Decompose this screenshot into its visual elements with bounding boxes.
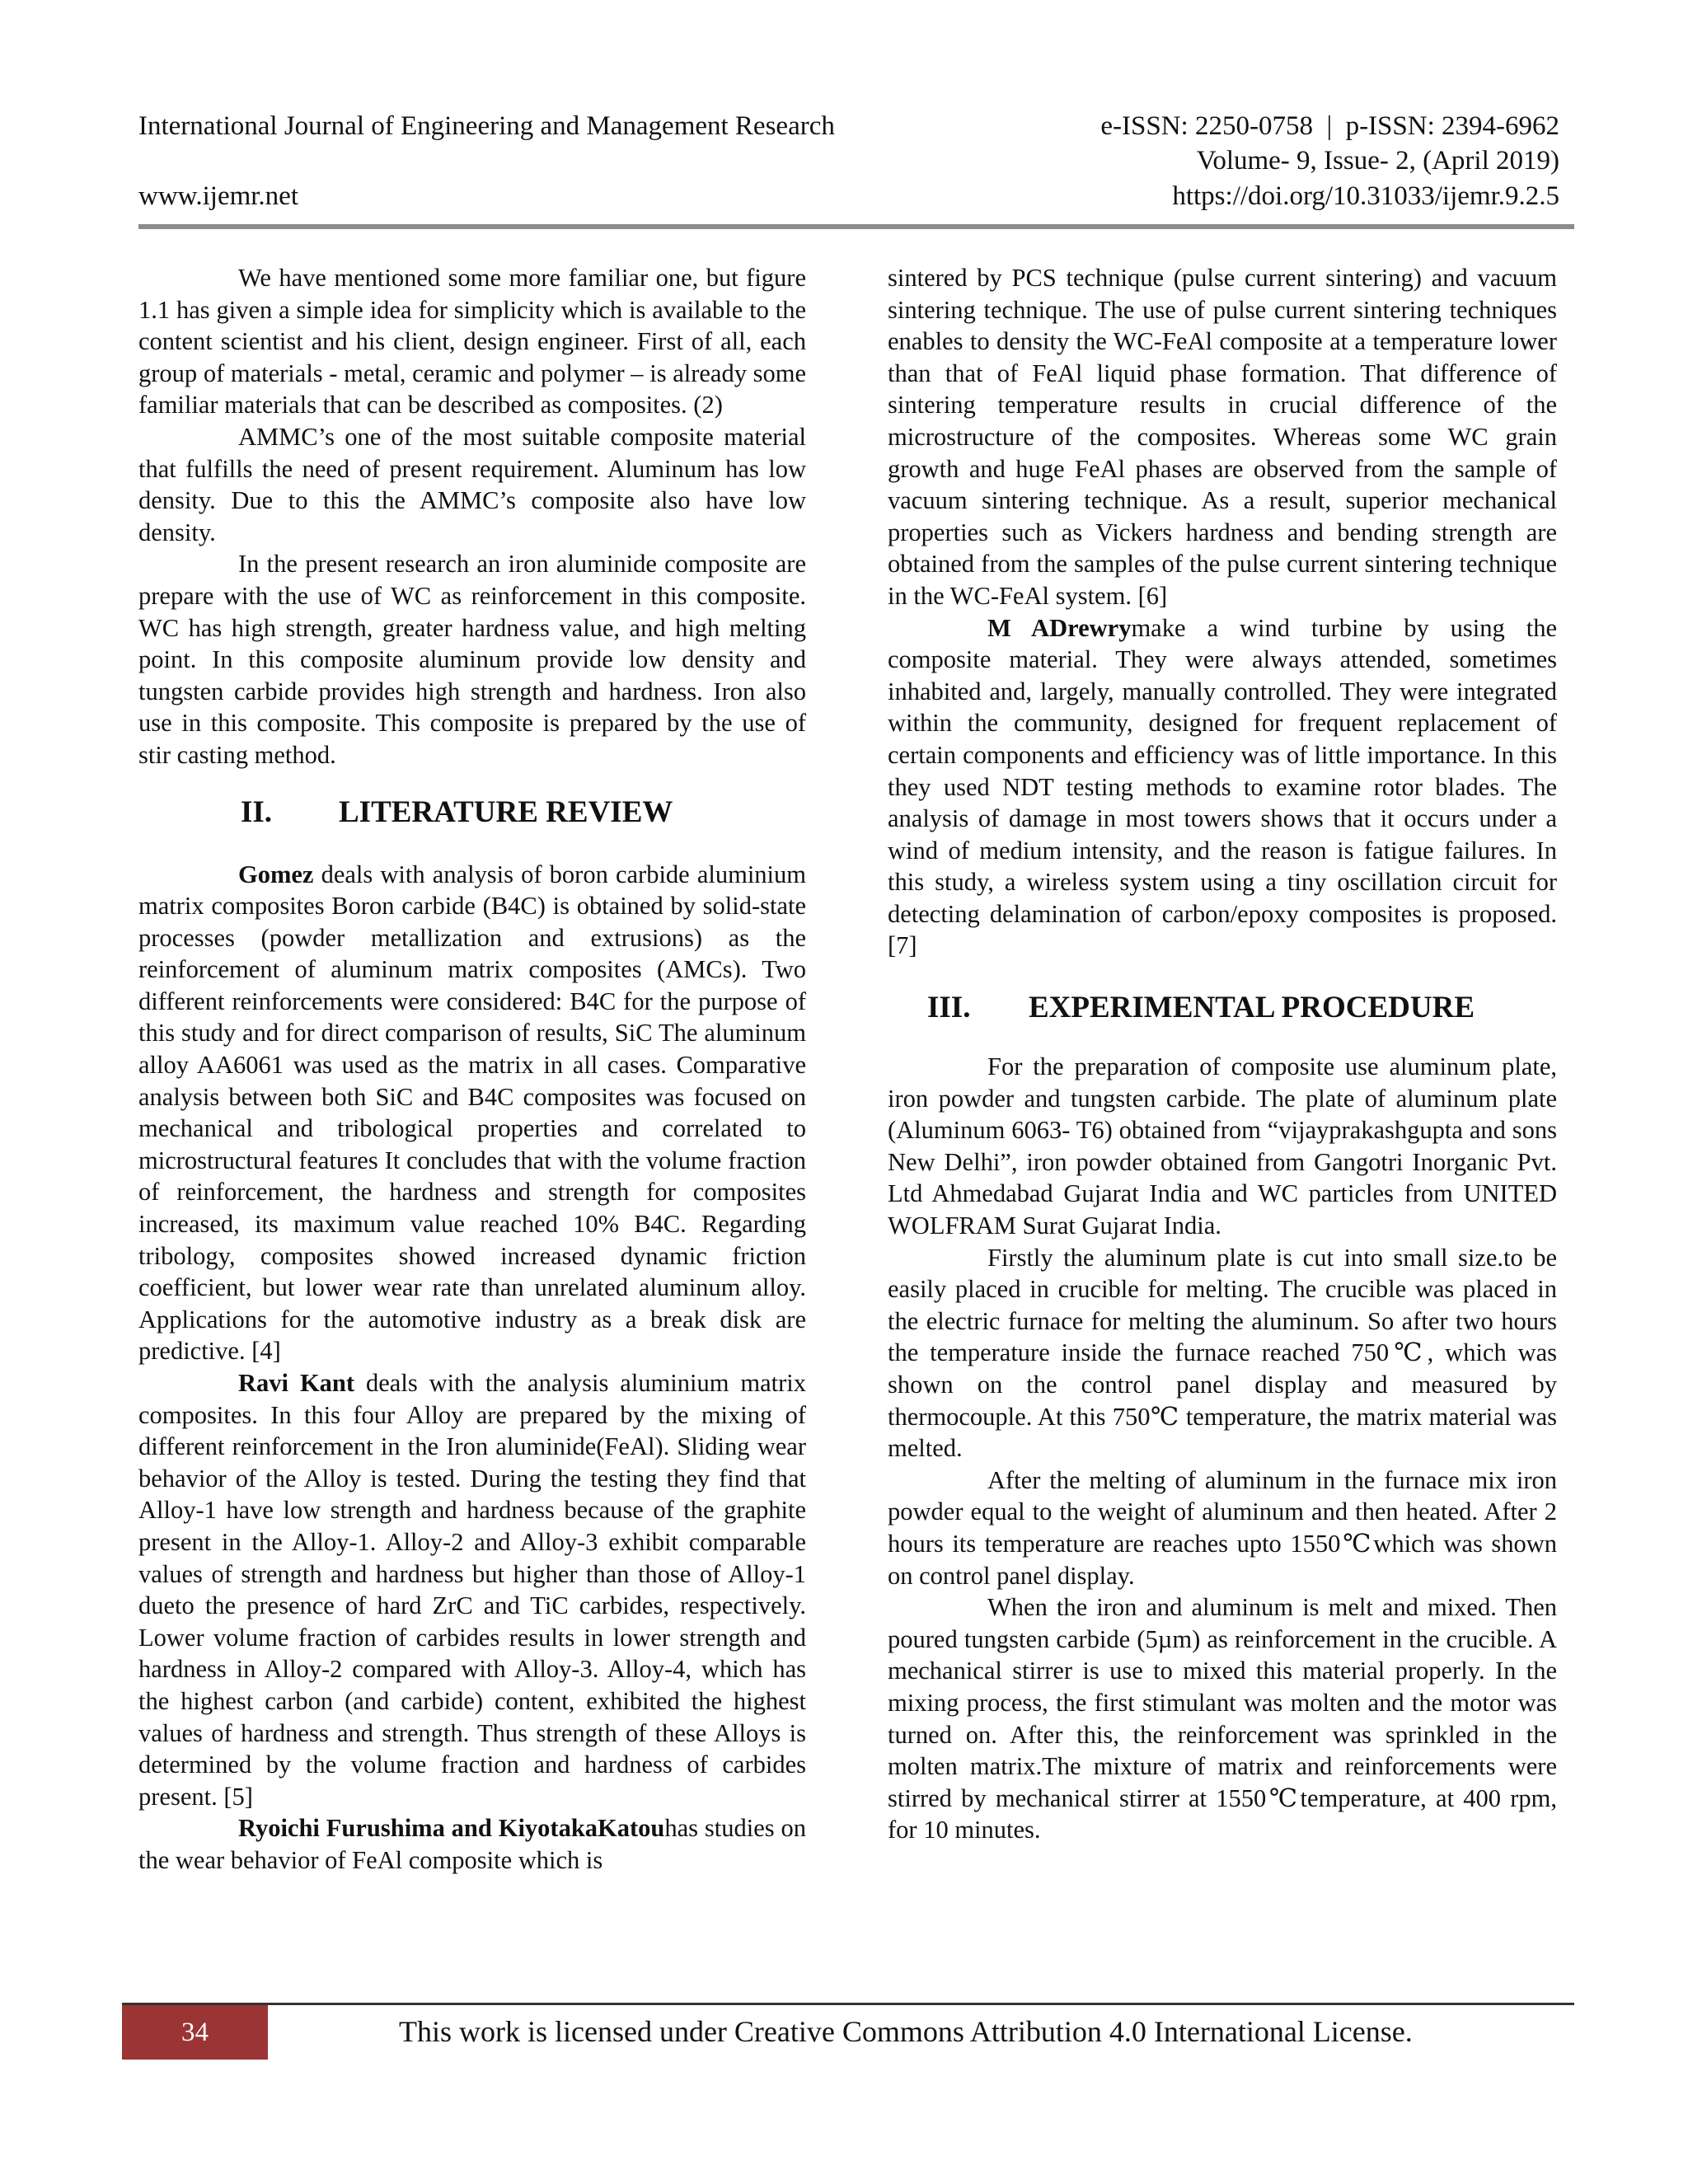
paragraph: sintered by PCS technique (pulse current sintering) and vacuum sintering technique. The use of pulse current sintering techniques enables to density the WC-FeAl composite at a temperature lower than that of FeAl liquid phase formation. That difference of sintering temperature results in crucial difference of the microstructure of the composites. Whereas some WC grain growth and huge FeAl phases are observed from the sample of vacuum sintering technique. As a result, superior mechanical properties such as Vickers hardness and bending strength are obtained from the samples of the pulse current sintering technique in the WC-FeAl system. [6] [888, 264, 1557, 610]
paragraph: Firstly the aluminum plate is cut into small size.to be easily placed in crucible for melting. The crucible was placed in the electric furnace for melting the aluminum. So after two hours the temperature inside the furnace reached 750℃, which was shown on the control panel display and measured by thermocouple. At this 750℃ temperature, the matrix material was melted. [888, 1243, 1557, 1463]
author-name: M ADrewry [987, 613, 1132, 642]
author-name: Ravi Kant [238, 1369, 355, 1397]
section-heading-literature-review [138, 794, 806, 831]
paragraph [138, 859, 806, 1368]
section-title: LITERATURE REVIEW [339, 794, 673, 829]
paragraph-text: deals with analysis of boron carbide aluminium matrix composites Boron carbide (B4C) is obtained by solid-state processes (powder metallization and extrusions) as the reinforcement of aluminum matrix composites (AMCs). Two different reinforcements were considered: B4C for the purpose of this study and for direct comparison of results, SiC The aluminum alloy AA6061 was used as the matrix in all cases. Comparative analysis between both SiC and B4C composites was focused on mechanical and tribological properties and correlated to microstructural features It concludes that with the volume fraction of reinforcement, the hardness and strength for composites increased, its maximum value reached 10% B4C. Regarding tribology, composites showed increased dynamic friction coefficient, but lower wear rate than unrelated aluminum alloy. Applications for the automotive industry as a break disk are predictive. [4] [138, 860, 806, 1366]
paragraph [138, 1812, 806, 1876]
paragraph: For the preparation of composite use aluminum plate, iron powder and tungsten carbide. The plate of aluminum plate (Aluminum 6063- T6) obtained from “vijayprakashgupta and sons New Delhi”, iron powder obtained from Gangotri Inorganic Pvt. Ltd Ahmedabad Gujarat India and WC particles from UNITED WOLFRAM Surat Gujarat India. [888, 1052, 1557, 1240]
paragraph: In the present research an iron aluminide composite are prepare with the use of WC as reinforcement in this composite. WC has high strength, greater hardness value, and high melting point. In this composite aluminum provide low density and tungsten carbide provides high strength and hardness. Iron also use in this composite. This composite is prepared by the use of stir casting method. [138, 550, 806, 769]
paragraph-text: make a wind turbine by using the composite material. They were always attended, sometimes inhabited and, largely, manually controlled. They were integrated within the community, designed for frequent replacement of certain components and efficiency was of little importance. In this they used NDT testing methods to examine rotor blades. The analysis of damage in most towers shows that it occurs under a wind of medium intensity, and the reason is fatigue failures. In this study, a wireless system using a tiny oscillation circuit for detecting delamination of carbon/epoxy composites is proposed. [7] [888, 613, 1557, 960]
section-heading-experimental-procedure [888, 990, 1557, 1026]
paragraph-text: deals with the analysis aluminium matrix composites. In this four Alloy are prepared by the mixing of different reinforcement in the Iron aluminide(FeAl). Sliding wear behavior of the Alloy is tested. During the testing they find that Alloy-1 have low strength and hardness because of the graphite present in the Alloy-1. Alloy-2 and Alloy-3 exhibit comparable values of strength and hardness but higher than those of Alloy-1 dueto the presence of hard ZrC and TiC carbides, respectively. Lower volume fraction of carbides results in lower strength and hardness in Alloy-2 compared with Alloy-3. Alloy-4, which has the highest carbon (and carbide) content, exhibited the highest values of hardness and strength. Thus strength of these Alloys is determined by the volume fraction and hardness of carbides present. [5] [138, 1369, 807, 1811]
paragraph-text: has studies on the wear behavior of FeAl composite which is [138, 1814, 806, 1874]
volume-issue: Volume- 9, Issue- 2, (April 2019) [1196, 146, 1559, 176]
paragraph [138, 1367, 806, 1812]
section-number: II. [241, 794, 273, 829]
issn-line: e-ISSN: 2250-0758 | p-ISSN: 2394-6962 [1100, 111, 1559, 141]
author-name: Ryoichi Furushima and KiyotakaKatou [238, 1814, 665, 1843]
page-number: 34 [181, 2018, 209, 2047]
journal-title: International Journal of Engineering and Management Research [138, 111, 835, 141]
journal-website[interactable]: www.ijemr.net [138, 181, 298, 211]
left-column [138, 262, 806, 1877]
section-title: EXPERIMENTAL PROCEDURE [1029, 991, 1475, 1025]
paragraph: After the melting of aluminum in the furnace mix iron powder equal to the weight of aluminum and then heated. After 2 hours its temperature are reaches upto 1550℃which was shown on control panel display. [888, 1465, 1557, 1590]
section-number: III. [927, 991, 971, 1025]
paragraph: We have mentioned some more familiar one, but figure 1.1 has given a simple idea for simplicity which is available to the content scientist and his client, design engineer. First of all, each group of materials - metal, ceramic and polymer – is already some familiar materials that can be described as composites. (2) [138, 264, 806, 419]
license-notice[interactable]: This work is licensed under Creative Commons Attribution 4.0 International License. [399, 2015, 1413, 2048]
paragraph [888, 612, 1557, 963]
footer-divider [122, 2003, 1574, 2005]
paragraph: AMMC’s one of the most suitable composite material that fulfills the need of present requirement. Aluminum has low density. Due to this the AMMC’s composite also have low density. [138, 422, 806, 546]
author-name: Gomez [238, 860, 314, 888]
paragraph: When the iron and aluminum is melt and mixed. Then poured tungsten carbide (5µm) as reinforcement in the crucible. A mechanical stirrer is use to mixed this material properly. In the mixing process, the first stimulant was molten and the motor was turned on. After this, the reinforcement was sprinkled in the molten matrix.The mixture of matrix and reinforcements were stirred by mechanical stirrer at 1550℃temperature, at 400 rpm, for 10 minutes. [888, 1593, 1557, 1844]
header-divider [138, 224, 1574, 229]
doi-link[interactable]: https://doi.org/10.31033/ijemr.9.2.5 [1172, 181, 1559, 211]
right-column [888, 262, 1557, 1846]
